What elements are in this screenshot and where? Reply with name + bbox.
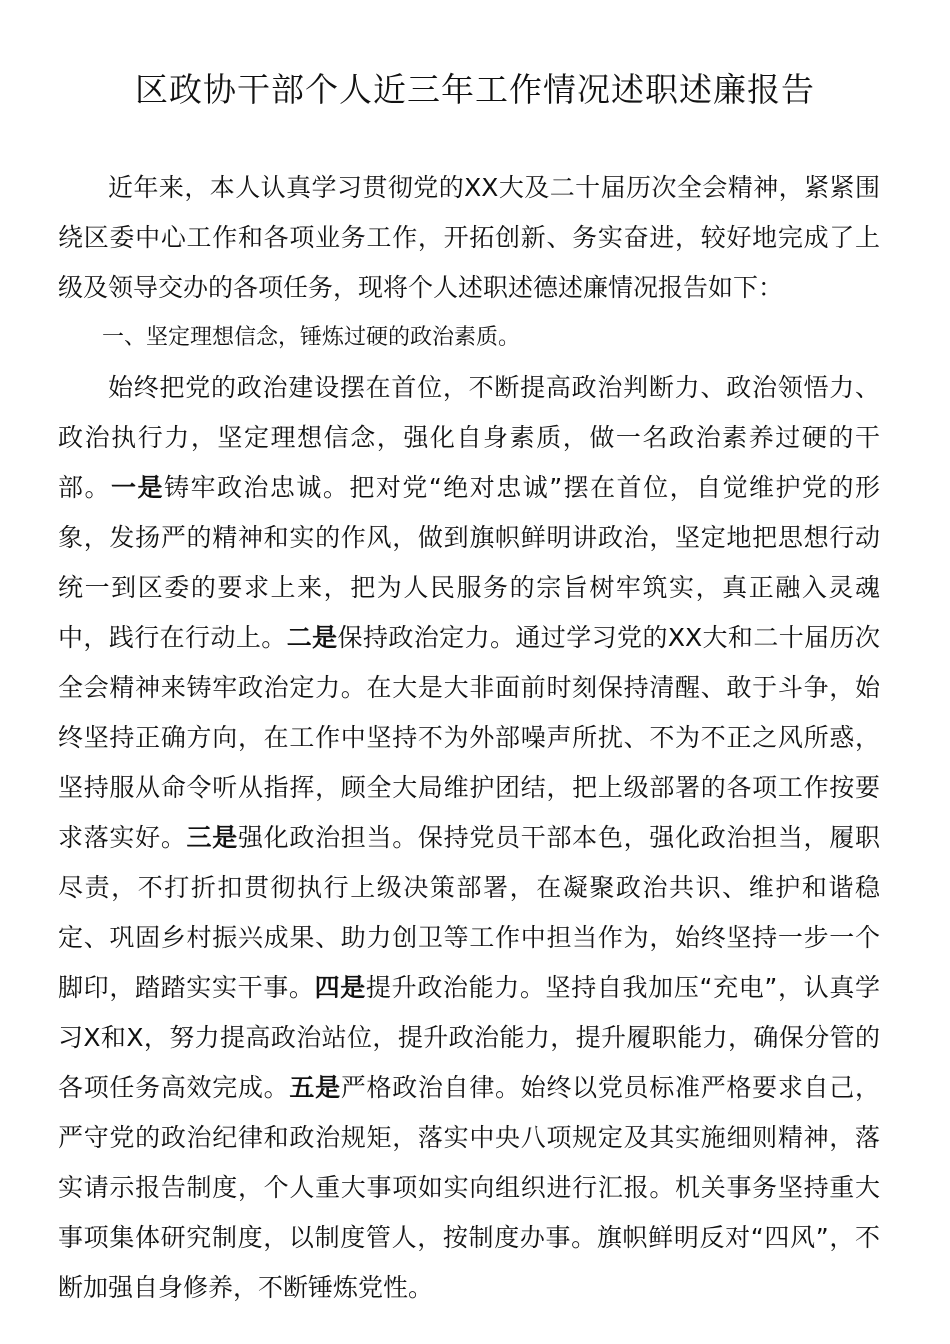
point-marker-1: 一是 <box>110 473 164 502</box>
point-marker-4: 四是 <box>314 973 366 1002</box>
point-text-4: 提升政治能力。坚持自我加压“充电”，认真学习X和X，努力提高政治站位，提升政治能力，提升履职能力，确保分管的各项任务高效完成。 <box>58 973 880 1102</box>
intro-paragraph: 近年来，本人认真学习贯彻党的XX大及二十届历次全会精神，紧紧围绕区委中心工作和各项业务工作，开拓创新、务实奋进，较好地完成了上级及领导交办的各项任务，现将个人述职述德述廉情况报告如下： <box>58 173 880 302</box>
section-1-lead: 始终把党的政治建设摆在首位，不断提高政治判断力、政治领悟力、政治执行力，坚定理想信念，强化自身素质，做一名政治素养过硬的干部。 <box>58 373 880 502</box>
point-text-2: 保持政治定力。通过学习党的XX大和二十届历次全会精神来铸牢政治定力。在大是大非面前时刻保持清醒、敢于斗争，始终坚持正确方向，在工作中坚持不为外部噪声所扰、不为不正之风所惑，坚持服从命令听从指挥，顾全大局维护团结，把上级部署的各项工作按要求落实好。 <box>58 623 880 852</box>
point-text-1: 铸牢政治忠诚。把对党“绝对忠诚”摆在首位，自觉维护党的形象，发扬严的精神和实的作风，做到旗帜鲜明讲政治，坚定地把思想行动统一到区委的要求上来，把为人民服务的宗旨树牢筑实，真正融入灵魂中，践行在行动上。 <box>58 473 880 652</box>
document-title: 区政协干部个人近三年工作情况述职述廉报告 <box>135 70 815 109</box>
point-text-3: 强化政治担当。保持党员干部本色，强化政治担当，履职尽责，不打折扣贯彻执行上级决策部署，在凝聚政治共识、维护和谐稳定、巩固乡村振兴成果、助力创卫等工作中担当作为，始终坚持一步一个脚印，踏踏实实干事。 <box>58 823 880 1002</box>
point-marker-5: 五是 <box>289 1073 341 1102</box>
point-text-5: 严格政治自律。始终以党员标准严格要求自己，严守党的政治纪律和政治规矩，落实中央八项规定及其实施细则精神，落实请示报告制度，个人重大事项如实向组织进行汇报。机关事务坚持重大事项集体研究制度，以制度管人，按制度办事。旗帜鲜明反对“四风”，不断加强自身修养，不断锤炼党性。 <box>58 1073 880 1302</box>
section-1-paragraph <box>58 363 880 1313</box>
point-marker-2: 二是 <box>286 623 338 652</box>
point-marker-3: 三是 <box>186 823 238 852</box>
document-body <box>58 163 880 1313</box>
section-heading-1: 一、坚定理想信念，锤炼过硬的政治素质。 <box>102 325 521 350</box>
